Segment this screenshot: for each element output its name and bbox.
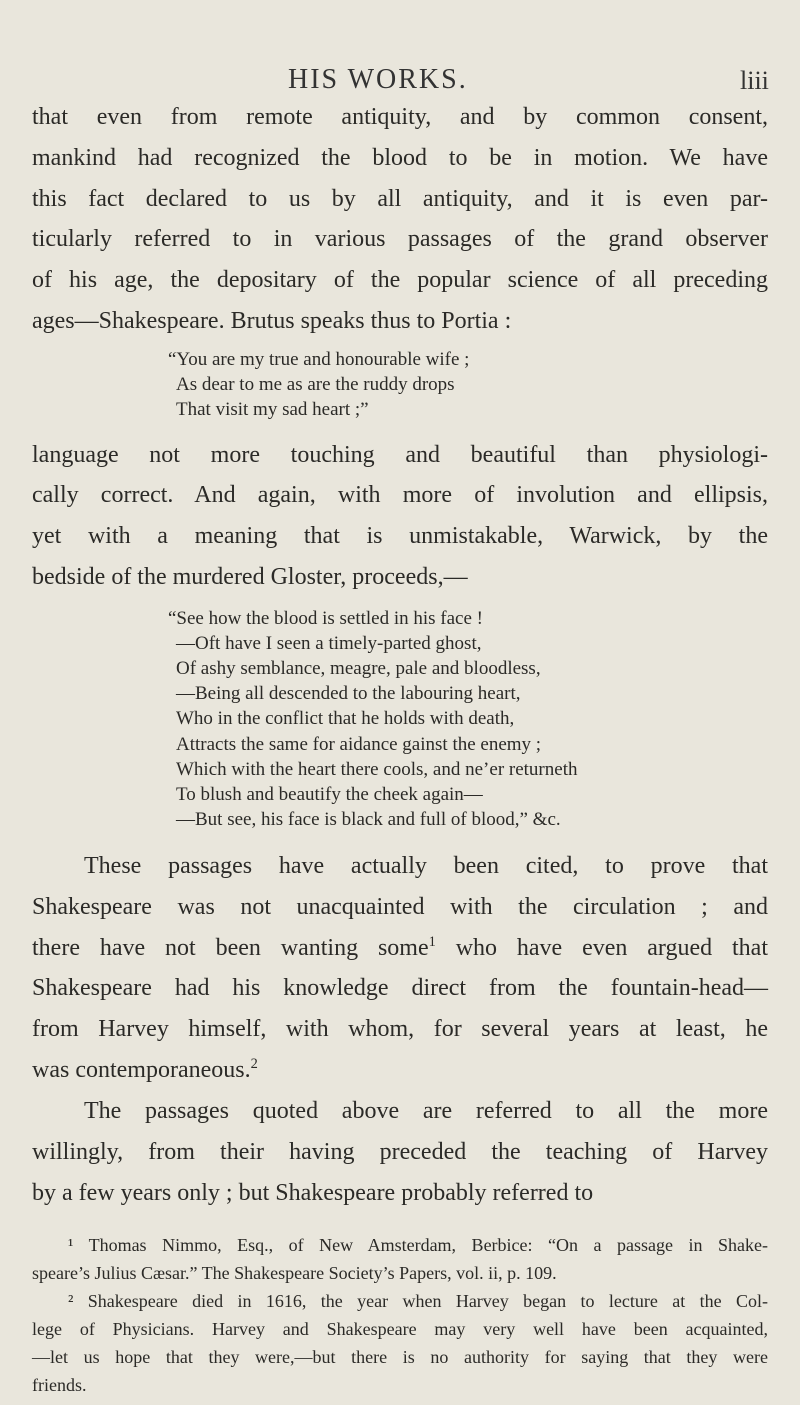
text-segment: was contemporaneous.	[32, 1057, 251, 1083]
text-line: by a few years only ; but Shakespeare probably referred to	[32, 1180, 594, 1206]
verse-line: Who in the conflict that he holds with death,	[176, 708, 515, 729]
text-line: mankind had recognized the blood to be in motion. We have	[32, 145, 768, 171]
text-segment: who have even argued that	[435, 935, 768, 961]
verse-line: “See how the blood is settled in his face !	[168, 608, 484, 629]
text-line: cally correct. And again, with more of involution and ellipsis,	[32, 482, 768, 508]
verse-line: To blush and beautify the cheek again—	[176, 784, 483, 805]
verse-line: Which with the heart there cools, and ne’er returneth	[176, 759, 578, 780]
running-head	[0, 64, 800, 104]
footnote-line: lege of Physicians. Harvey and Shakespeare may very well have been acquainted,	[32, 1319, 768, 1339]
footnote-line: ¹ Thomas Nimmo, Esq., of New Amsterdam, Berbice: “On a passage in Shake-	[68, 1235, 768, 1255]
verse-line: That visit my sad heart ;”	[176, 399, 369, 420]
footnote-ref-2[interactable]: 2	[250, 1056, 258, 1072]
footnote-line: friends.	[32, 1375, 87, 1395]
verse-line: Attracts the same for aidance gainst the enemy ;	[176, 734, 542, 755]
text-line: Shakespeare was not unacquainted with the circulation ; and	[32, 894, 768, 920]
page-number: liii	[740, 66, 769, 95]
text-line: ages—Shakespeare. Brutus speaks thus to Portia :	[32, 308, 512, 334]
verse-line: “You are my true and honourable wife ;	[168, 349, 470, 370]
text-line: ticularly referred to in various passages of the grand observer	[32, 226, 768, 252]
text-line: this fact declared to us by all antiquity, and it is even par-	[32, 186, 768, 212]
verse-line: As dear to me as are the ruddy drops	[176, 374, 455, 395]
text-line: that even from remote antiquity, and by common consent,	[32, 104, 768, 130]
text-line: These passages have actually been cited, to prove that	[84, 853, 768, 879]
verse-line: —Oft have I seen a timely-parted ghost,	[176, 633, 482, 654]
text-line	[32, 935, 768, 962]
running-title: HIS WORKS.	[288, 64, 468, 95]
footnote-ref-1[interactable]: 1	[428, 934, 436, 950]
text-segment: there have not been wanting some	[32, 935, 429, 961]
text-line	[32, 1057, 768, 1084]
footnote-line: ² Shakespeare died in 1616, the year when Harvey began to lecture at the Col-	[68, 1291, 768, 1311]
footnote-line: —let us hope that they were,—but there is no authority for saying that they were	[32, 1347, 768, 1367]
text-line: of his age, the depositary of the popular science of all preceding	[32, 267, 768, 293]
text-line: Shakespeare had his knowledge direct from the fountain-head—	[32, 975, 768, 1001]
verse-line: Of ashy semblance, meagre, pale and bloodless,	[176, 658, 541, 679]
text-line: The passages quoted above are referred to all the more	[84, 1098, 768, 1124]
verse-line: —But see, his face is black and full of blood,” &c.	[176, 809, 561, 830]
text-line: yet with a meaning that is unmistakable, Warwick, by the	[32, 523, 768, 549]
footnote-line: speare’s Julius Cæsar.” The Shakespeare Society’s Papers, vol. ii, p. 109.	[32, 1263, 557, 1283]
text-line: willingly, from their having preceded the teaching of Harvey	[32, 1139, 768, 1165]
verse-line: —Being all descended to the labouring heart,	[176, 683, 521, 704]
text-line: language not more touching and beautiful than physiologi-	[32, 442, 768, 468]
text-line: bedside of the murdered Gloster, proceeds,—	[32, 564, 468, 590]
text-line: from Harvey himself, with whom, for several years at least, he	[32, 1016, 768, 1042]
